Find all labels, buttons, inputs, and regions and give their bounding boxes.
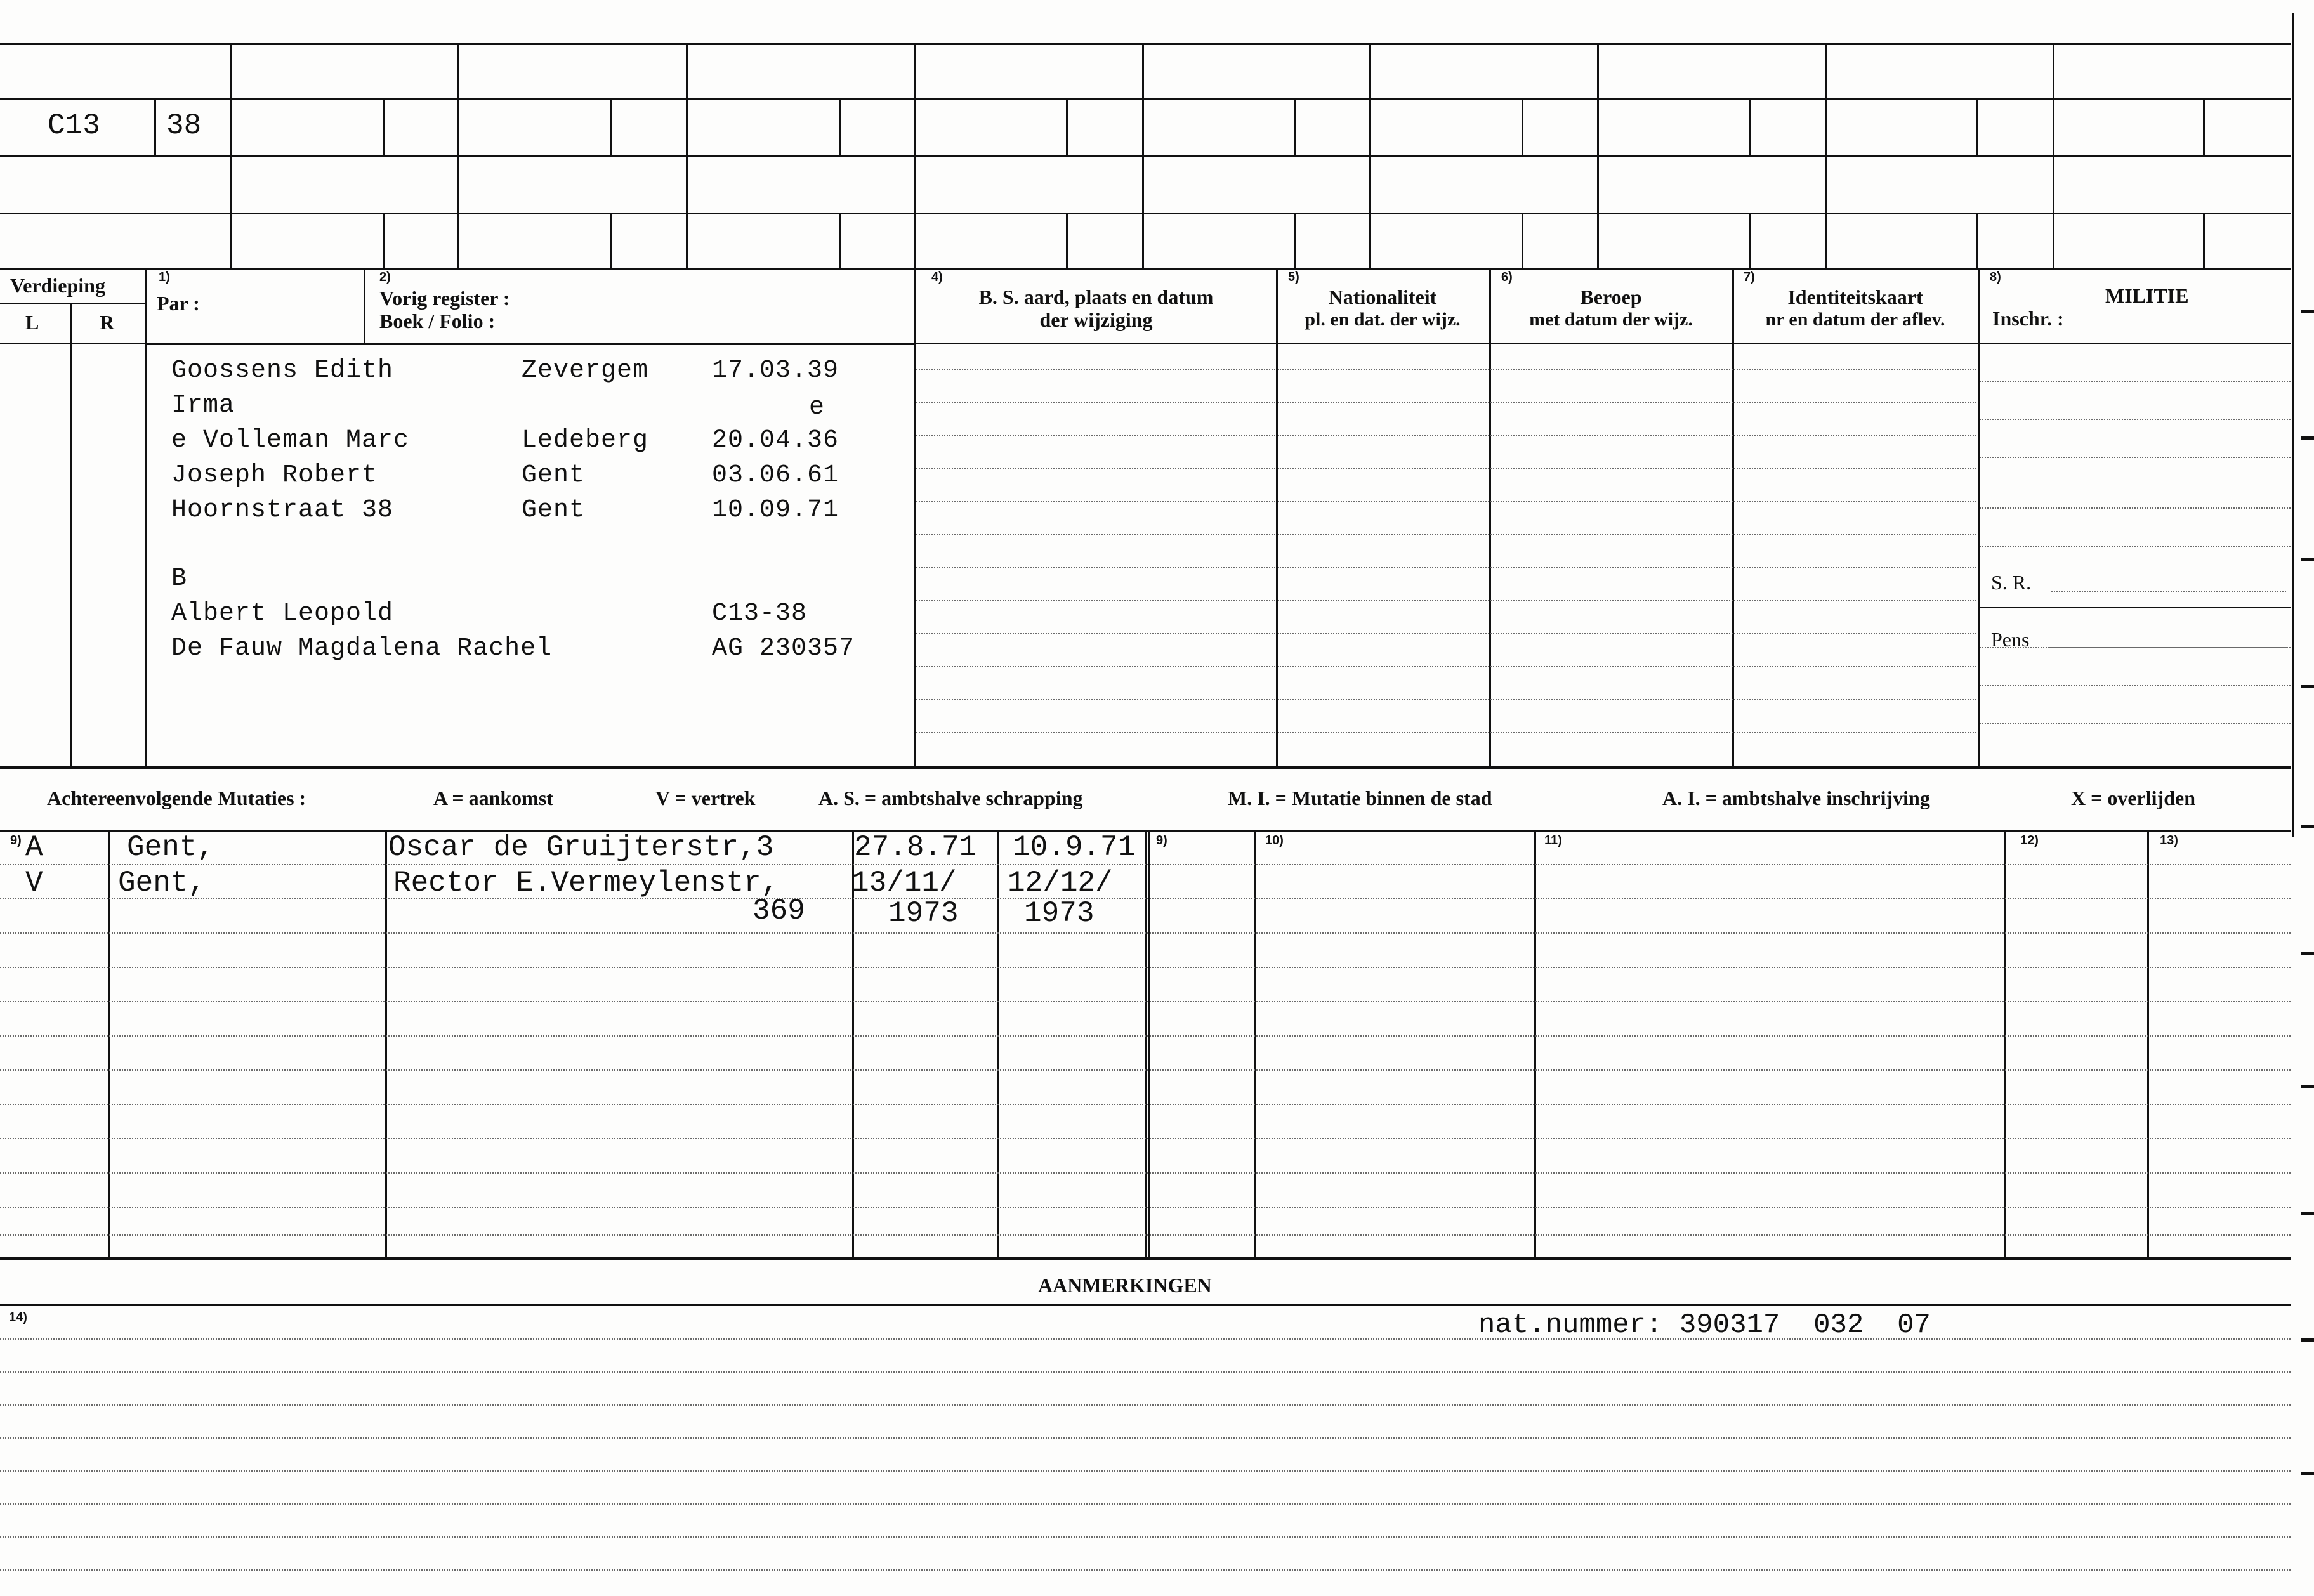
- mutation-street: Oscar de Gruijterstr,3: [388, 831, 774, 864]
- rule: [1980, 607, 2291, 608]
- address-date: 10.09.71: [712, 496, 839, 525]
- legend-title: Achtereenvolgende Mutaties :: [47, 787, 306, 809]
- grid-line: [2203, 100, 2205, 156]
- grid-line: [2053, 43, 2054, 269]
- col-2-number: 2): [379, 270, 391, 284]
- dotted-rule: [916, 567, 1275, 569]
- margin-tick: [2301, 1472, 2314, 1475]
- verdieping-r: R: [100, 311, 115, 334]
- nationaliteit-line1: Nationaliteit: [1328, 285, 1437, 308]
- dotted-rule: [1980, 685, 2291, 687]
- margin-tick: [2301, 685, 2314, 688]
- legend-x: X = overlijden: [2071, 787, 2195, 809]
- grid-line: [1749, 214, 1751, 269]
- rule: [0, 213, 2291, 214]
- grid-line: [1522, 100, 1523, 156]
- legend-ai: A. I. = ambtshalve inschrijving: [1662, 787, 1930, 809]
- rule: [145, 343, 916, 345]
- address: Hoornstraat 38: [171, 496, 394, 525]
- dotted-rule: [0, 864, 2291, 866]
- margin-tick: [2301, 1212, 2314, 1215]
- grid-line: [1534, 831, 1536, 1259]
- verdieping-l: L: [25, 311, 39, 334]
- dotted-rule: [916, 600, 1275, 602]
- grid-line: [70, 303, 72, 766]
- col-8-number: 8): [1990, 270, 2001, 284]
- col-1-number: 1): [159, 270, 170, 284]
- grid-line: [457, 43, 459, 269]
- col-10-number: 10): [1265, 834, 1284, 847]
- spouse-name: e Volleman Marc: [171, 426, 410, 455]
- beroep-line2: met datum der wijz.: [1529, 309, 1693, 330]
- col-6-number: 6): [1501, 270, 1513, 284]
- dotted-rule: [916, 699, 1275, 701]
- legend-mi: M. I. = Mutatie binnen de stad: [1228, 787, 1492, 809]
- legend-v: V = vertrek: [655, 787, 756, 809]
- grid-line: [1276, 270, 1278, 766]
- rule: [0, 1304, 2291, 1306]
- identiteit-line2: nr en datum der aflev.: [1765, 309, 1945, 330]
- col-4-number: 4): [931, 270, 943, 284]
- dotted-rule: [0, 1234, 2291, 1236]
- mutation-city: Gent,: [127, 831, 215, 864]
- spouse-birth-place: Ledeberg: [522, 426, 649, 455]
- dotted-rule: [1278, 402, 1976, 404]
- grid-line: [1522, 214, 1523, 269]
- grid-line: [383, 214, 385, 269]
- dotted-rule: [0, 1536, 2291, 1538]
- dotted-rule: [0, 1569, 2291, 1571]
- vorig-register-label: Vorig register :: [379, 287, 510, 310]
- inschr-label: Inschr. :: [1992, 307, 2064, 330]
- grid-line: [364, 270, 365, 344]
- dotted-rule: [0, 1338, 2291, 1340]
- mutation-date-from: 13/11/: [851, 867, 957, 899]
- par-label: Par :: [157, 292, 200, 315]
- mutation-type: A: [25, 831, 43, 864]
- grid-line: [1294, 100, 1296, 156]
- grid-line: [1976, 100, 1978, 156]
- dotted-rule: [1980, 419, 2291, 421]
- grid-line: [1066, 100, 1068, 156]
- margin-tick: [2301, 825, 2314, 828]
- identiteit-header: [1734, 285, 1976, 331]
- mutation-date-to: 10.9.71: [1013, 831, 1136, 864]
- dotted-rule: [1278, 633, 1976, 635]
- dotted-rule: [0, 1035, 2291, 1037]
- rule: [0, 303, 145, 304]
- dotted-rule: [1278, 501, 1976, 503]
- dotted-rule: [0, 1138, 2291, 1140]
- dotted-rule: [1980, 723, 2291, 725]
- dotted-rule: [1980, 381, 2291, 383]
- dotted-rule: [1278, 699, 1976, 701]
- col-9-number: 9): [1156, 834, 1167, 847]
- dotted-rule: [1278, 369, 1976, 371]
- grid-line: [1142, 43, 1144, 269]
- dotted-rule: [1278, 534, 1976, 536]
- grid-line: [1145, 831, 1147, 1259]
- grid-line: [383, 100, 385, 156]
- dotted-rule: [916, 666, 1275, 668]
- birth-date: 17.03.39: [712, 356, 839, 385]
- grid-line: [230, 43, 232, 269]
- grid-line: [1749, 100, 1751, 156]
- grid-line: [839, 100, 841, 156]
- grid-line: [1148, 831, 1150, 1259]
- dotted-rule: [0, 1371, 2291, 1373]
- spouse-birth-date: 20.04.36: [712, 426, 839, 455]
- grid-line: [1597, 43, 1599, 269]
- grid-line: [610, 100, 612, 156]
- margin-tick: [2301, 952, 2314, 955]
- grid-line: [1369, 43, 1371, 269]
- bs-header-line2: der wijziging: [1039, 308, 1153, 331]
- grid-line: [2292, 13, 2294, 837]
- mutation-date-to: 12/12/: [1008, 867, 1113, 899]
- dotted-rule: [1278, 600, 1976, 602]
- margin-tick: [2301, 1085, 2314, 1088]
- margin-tick: [2301, 310, 2314, 313]
- pens-label: Pens: [1991, 628, 2030, 651]
- mutation-date-from: 27.8.71: [854, 831, 977, 864]
- marriage-date: 03.06.61: [712, 461, 839, 490]
- dotted-rule: [916, 435, 1275, 437]
- legend-as: A. S. = ambtshalve schrapping: [818, 787, 1083, 809]
- dotted-rule: [0, 1503, 2291, 1505]
- address-city: Gent: [522, 496, 586, 525]
- remarks-title: AANMERKINGEN: [1038, 1274, 1212, 1297]
- parent-1: Albert Leopold: [171, 599, 394, 628]
- grid-line: [1066, 214, 1068, 269]
- margin-tick: [2301, 1338, 2314, 1342]
- grid-line: [1732, 270, 1734, 766]
- person-mark: e: [809, 393, 825, 422]
- dotted-rule: [916, 732, 1275, 734]
- rule: [0, 98, 2291, 100]
- dotted-rule: [0, 1470, 2291, 1472]
- dotted-rule: [916, 633, 1275, 635]
- b-label: B: [171, 565, 188, 593]
- dotted-rule: [1278, 567, 1976, 569]
- mutation-date-to-year: 1973: [1024, 897, 1095, 930]
- dotted-rule: [0, 1404, 2291, 1406]
- dotted-rule: [916, 369, 1275, 371]
- grid-line: [914, 43, 916, 269]
- militie-title: MILITIE: [2105, 284, 2189, 307]
- mutation-street-number: 369: [753, 894, 805, 927]
- parent-1-code: C13-38: [712, 599, 808, 628]
- grid-line: [686, 43, 688, 269]
- dotted-rule: [0, 898, 2291, 900]
- identiteit-line1: Identiteitskaart: [1787, 285, 1923, 308]
- dotted-rule: [0, 1001, 2291, 1003]
- grid-line: [1489, 270, 1491, 766]
- boek-folio-label: Boek / Folio :: [379, 310, 496, 332]
- dotted-rule: [916, 402, 1275, 404]
- col-5-number: 5): [1288, 270, 1299, 284]
- dotted-rule: [0, 1437, 2291, 1439]
- parent-2: De Fauw Magdalena Rachel: [171, 634, 553, 663]
- grid-line: [1978, 270, 1980, 766]
- dotted-rule: [1278, 666, 1976, 668]
- dotted-rule: [1278, 468, 1976, 470]
- grid-line: [2004, 831, 2006, 1259]
- nationaliteit-line2: pl. en dat. der wijz.: [1305, 309, 1461, 330]
- col-9a-number: 9): [10, 834, 22, 847]
- beroep-line1: Beroep: [1580, 285, 1642, 308]
- dotted-rule: [0, 967, 2291, 969]
- wijk-code: C13: [48, 109, 100, 142]
- grid-line: [154, 100, 156, 156]
- grid-line: [385, 831, 387, 1259]
- sr-label: S. R.: [1991, 571, 2032, 594]
- margin-tick: [2301, 436, 2314, 440]
- bs-header-line1: B. S. aard, plaats en datum: [978, 285, 1214, 308]
- dotted-rule: [916, 468, 1275, 470]
- spouse-name-2: Joseph Robert: [171, 461, 378, 490]
- col-13-number: 13): [2160, 834, 2178, 847]
- mutation-city: Gent,: [118, 867, 206, 899]
- col-11-number: 11): [1544, 834, 1562, 847]
- grid-line: [610, 214, 612, 269]
- grid-line: [1294, 214, 1296, 269]
- dotted-rule: [2051, 591, 2286, 593]
- dotted-rule: [0, 1207, 2291, 1208]
- dotted-rule: [1980, 546, 2291, 547]
- dotted-rule: [2049, 647, 2287, 649]
- dotted-rule: [916, 501, 1275, 503]
- mutation-street: Rector E.Vermeylenstr,: [393, 867, 779, 899]
- grid-line: [2203, 214, 2205, 269]
- mutation-type: V: [25, 867, 43, 899]
- dotted-rule: [0, 1104, 2291, 1106]
- parent-2-code: AG 230357: [712, 634, 855, 663]
- house-number: 38: [166, 109, 202, 142]
- dotted-rule: [916, 534, 1275, 536]
- col-12-number: 12): [2020, 834, 2039, 847]
- rule: [0, 155, 2291, 157]
- dotted-rule: [0, 932, 2291, 934]
- verdieping-label: Verdieping: [10, 274, 105, 297]
- nationaliteit-header: [1278, 285, 1487, 331]
- col-7-number: 7): [1744, 270, 1755, 284]
- grid-line: [997, 831, 999, 1259]
- dotted-rule: [1278, 732, 1976, 734]
- margin-tick: [2301, 558, 2314, 561]
- rule: [0, 268, 2291, 270]
- grid-line: [1254, 831, 1256, 1259]
- person-name: Goossens Edith: [171, 356, 394, 385]
- grid-line: [1825, 43, 1827, 269]
- birth-place: Zevergem: [522, 356, 649, 385]
- person-name-2: Irma: [171, 391, 235, 420]
- rule: [0, 43, 2291, 45]
- bs-header: [917, 285, 1275, 331]
- grid-line: [108, 831, 110, 1259]
- dotted-rule: [1980, 457, 2291, 459]
- col-14-number: 14): [9, 1311, 27, 1325]
- legend-a: A = aankomst: [433, 787, 553, 809]
- dotted-rule: [0, 1172, 2291, 1174]
- dotted-rule: [0, 1069, 2291, 1071]
- grid-line: [1976, 214, 1978, 269]
- rule: [0, 766, 2291, 769]
- mutation-date-from-year: 1973: [888, 897, 959, 930]
- nat-nummer: nat.nummer: 390317 032 07: [1478, 1309, 1931, 1341]
- grid-line: [839, 214, 841, 269]
- beroep-header: [1491, 285, 1731, 331]
- dotted-rule: [1980, 507, 2291, 509]
- dotted-rule: [1278, 435, 1976, 437]
- grid-line: [2147, 831, 2149, 1259]
- marriage-place: Gent: [522, 461, 586, 490]
